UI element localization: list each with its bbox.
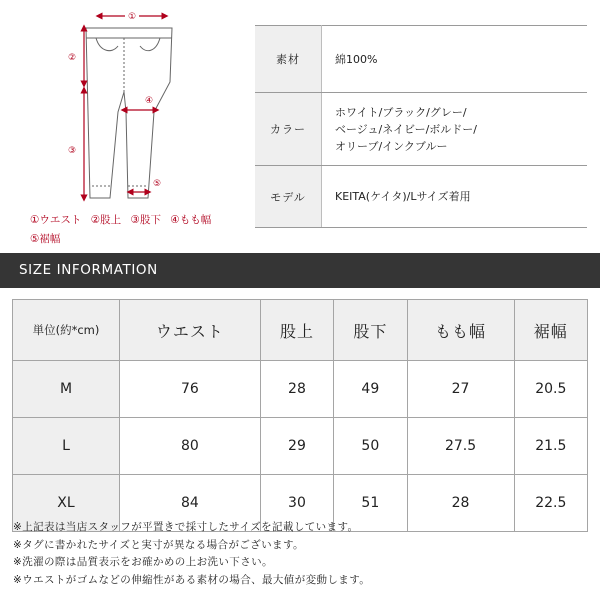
table-cell: 20.5 [514, 361, 587, 418]
note-line: ※洗濯の際は品質表示をお確かめの上お洗い下さい。 [13, 556, 273, 568]
legend-waist: ①ウエスト [30, 214, 82, 226]
col-header-thigh: もも幅 [407, 300, 514, 361]
spec-line: ベージュ/ネイビー/ボルドー/ [335, 122, 478, 136]
size-information-header [0, 253, 600, 288]
marker-4: ④ [144, 96, 154, 106]
size-table [12, 299, 588, 532]
measurement-legend [30, 211, 217, 249]
table-cell: 28 [407, 475, 514, 532]
marker-2: ② [67, 53, 77, 63]
size-table-header [13, 300, 588, 361]
section-title: SIZE INFORMATION [19, 262, 158, 278]
spec-row-material [255, 26, 587, 93]
spec-line: ホワイト/ブラック/グレー/ [335, 105, 467, 119]
note-line: ※タグに書かれたサイズと実寸が異なる場合がございます。 [13, 538, 304, 551]
spec-value [322, 26, 588, 93]
table-cell: 27.5 [407, 418, 514, 475]
table-cell: 29 [260, 418, 333, 475]
size-label: L [13, 418, 120, 475]
spec-row-color [255, 93, 587, 166]
table-cell: 49 [334, 361, 407, 418]
col-header-unit: 単位(約*cm) [13, 300, 120, 361]
marker-5: ⑤ [152, 179, 162, 189]
col-header-inseam: 股下 [334, 300, 407, 361]
table-cell: 22.5 [514, 475, 587, 532]
spec-line: オリーブ/インクブルー [335, 139, 448, 153]
pants-outline [86, 28, 172, 198]
notes [13, 519, 370, 589]
legend-rise: ②股上 [90, 214, 122, 226]
note-line: ※上記表は当店スタッフが平置きで採寸したサイズを記載しています。 [13, 521, 359, 533]
table-cell: 76 [120, 361, 261, 418]
legend-hem: ⑤裾幅 [30, 233, 61, 245]
table-row [13, 361, 588, 418]
table-cell: 30 [260, 475, 333, 532]
spec-value [322, 166, 588, 228]
col-header-waist: ウエスト [120, 300, 261, 361]
table-cell: 80 [120, 418, 261, 475]
note-line: ※ウエストがゴムなどの伸縮性がある素材の場合、最大値が変動します。 [13, 573, 371, 586]
spec-label: モデル [255, 166, 322, 228]
spec-line: KEITA(ケイタ)/Lサイズ着用 [335, 190, 471, 203]
table-cell: 51 [334, 475, 407, 532]
table-cell: 28 [260, 361, 333, 418]
size-label: M [13, 361, 120, 418]
table-cell: 84 [120, 475, 261, 532]
table-cell: 50 [334, 418, 407, 475]
table-cell: 21.5 [514, 418, 587, 475]
spec-label: 素材 [255, 26, 322, 93]
marker-3: ③ [67, 146, 77, 156]
spec-label: カラー [255, 93, 322, 166]
marker-1: ① [127, 12, 137, 22]
spec-table [255, 25, 587, 228]
table-cell: 27 [407, 361, 514, 418]
legend-inseam: ③股下 [130, 214, 161, 226]
size-label: XL [13, 475, 120, 532]
spec-row-model [255, 166, 587, 228]
col-header-rise: 股上 [260, 300, 333, 361]
spec-value [322, 93, 588, 166]
col-header-hem: 裾幅 [514, 300, 587, 361]
legend-thigh: ④もも幅 [170, 214, 212, 226]
table-row [13, 418, 588, 475]
spec-line: 綿100% [335, 52, 378, 66]
